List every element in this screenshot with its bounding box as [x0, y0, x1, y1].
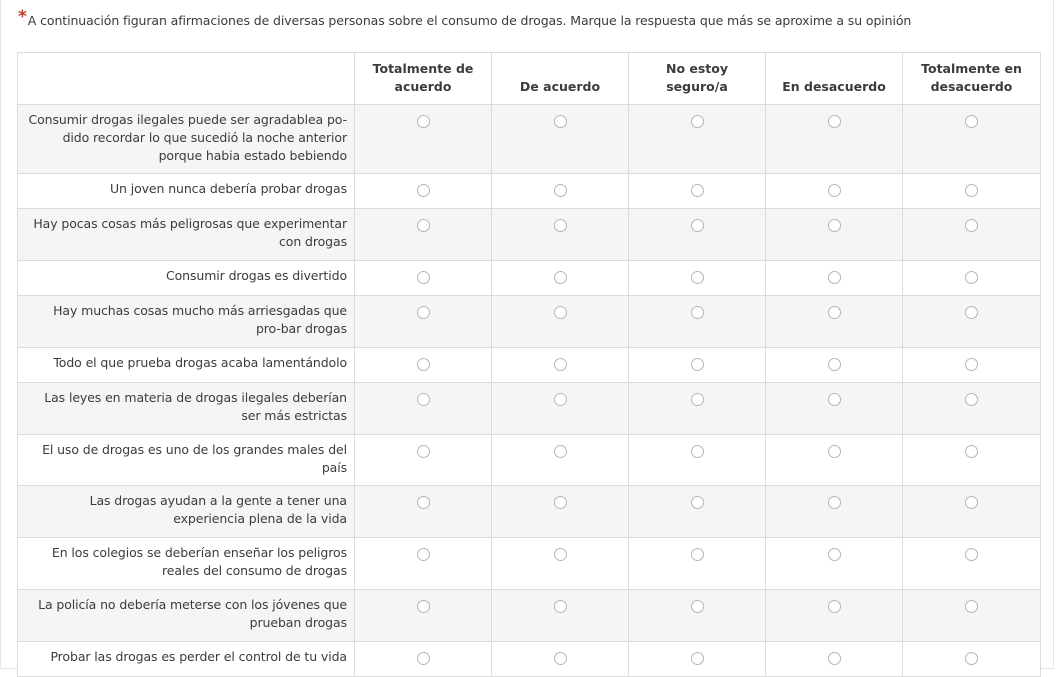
header-en-desacuerdo: En desacuerdo	[766, 53, 903, 105]
radio-button[interactable]	[691, 306, 704, 319]
radio-button[interactable]	[691, 445, 704, 458]
radio-button[interactable]	[828, 496, 841, 509]
radio-button[interactable]	[965, 184, 978, 197]
radio-button[interactable]	[554, 600, 567, 613]
radio-button[interactable]	[417, 393, 430, 406]
radio-button[interactable]	[417, 271, 430, 284]
option-cell	[629, 174, 766, 209]
radio-button[interactable]	[417, 600, 430, 613]
option-cell	[355, 590, 492, 642]
option-cell	[355, 296, 492, 348]
radio-button[interactable]	[417, 496, 430, 509]
radio-button[interactable]	[691, 219, 704, 232]
option-cell	[355, 209, 492, 261]
radio-button[interactable]	[965, 219, 978, 232]
option-cell	[629, 105, 766, 174]
option-cell	[903, 590, 1041, 642]
radio-button[interactable]	[417, 219, 430, 232]
radio-button[interactable]	[691, 271, 704, 284]
table-row	[18, 174, 1041, 209]
header-no-estoy-seguro: No estoy seguro/a	[629, 53, 766, 105]
radio-button[interactable]	[965, 306, 978, 319]
option-cell	[629, 538, 766, 590]
option-cell	[766, 209, 903, 261]
option-cell	[629, 296, 766, 348]
table-row	[18, 209, 1041, 261]
radio-button[interactable]	[965, 548, 978, 561]
option-cell	[629, 486, 766, 538]
option-cell	[903, 105, 1041, 174]
radio-button[interactable]	[554, 496, 567, 509]
option-cell	[629, 435, 766, 486]
radio-button[interactable]	[554, 393, 567, 406]
statement-label: Las drogas ayudan a la gente a tener una experiencia plena de la vida	[18, 486, 355, 538]
statement-label: Hay pocas cosas más peligrosas que experimentar con drogas	[18, 209, 355, 261]
option-cell	[903, 538, 1041, 590]
radio-button[interactable]	[828, 393, 841, 406]
option-cell	[629, 209, 766, 261]
table-row	[18, 538, 1041, 590]
option-cell	[629, 590, 766, 642]
radio-button[interactable]	[417, 445, 430, 458]
option-cell	[355, 435, 492, 486]
option-cell	[903, 383, 1041, 435]
radio-button[interactable]	[828, 358, 841, 371]
option-cell	[766, 435, 903, 486]
option-cell	[492, 435, 629, 486]
statement-label: En los colegios se deberían enseñar los peligros reales del consumo de drogas	[18, 538, 355, 590]
option-cell	[629, 642, 766, 677]
option-cell	[492, 590, 629, 642]
option-cell	[766, 642, 903, 677]
radio-button[interactable]	[417, 358, 430, 371]
radio-button[interactable]	[554, 358, 567, 371]
statement-label: Consumir drogas es divertido	[18, 261, 355, 296]
radio-button[interactable]	[554, 445, 567, 458]
option-cell	[355, 105, 492, 174]
option-cell	[903, 296, 1041, 348]
statement-label: Consumir drogas ilegales puede ser agradablea po-dido recordar lo que sucedió la noche anterior porque habia estado bebiendo	[18, 105, 355, 174]
option-cell	[629, 348, 766, 383]
option-cell	[355, 348, 492, 383]
option-cell	[492, 348, 629, 383]
radio-button[interactable]	[417, 184, 430, 197]
table-row	[18, 105, 1041, 174]
radio-button[interactable]	[554, 652, 567, 665]
radio-button[interactable]	[691, 600, 704, 613]
statement-label: Un joven nunca debería probar drogas	[18, 174, 355, 209]
table-row	[18, 383, 1041, 435]
option-cell	[355, 383, 492, 435]
radio-button[interactable]	[691, 393, 704, 406]
radio-button[interactable]	[417, 115, 430, 128]
option-cell	[355, 174, 492, 209]
option-cell	[355, 538, 492, 590]
option-cell	[492, 486, 629, 538]
header-de-acuerdo: De acuerdo	[492, 53, 629, 105]
radio-button[interactable]	[691, 548, 704, 561]
table-row	[18, 348, 1041, 383]
radio-button[interactable]	[554, 548, 567, 561]
radio-button[interactable]	[691, 496, 704, 509]
radio-button[interactable]	[828, 652, 841, 665]
radio-button[interactable]	[828, 600, 841, 613]
radio-button[interactable]	[828, 445, 841, 458]
table-row	[18, 296, 1041, 348]
option-cell	[492, 383, 629, 435]
radio-button[interactable]	[828, 184, 841, 197]
option-cell	[766, 105, 903, 174]
radio-button[interactable]	[965, 600, 978, 613]
statement-label: Las leyes en materia de drogas ilegales deberían ser más estrictas	[18, 383, 355, 435]
option-cell	[492, 209, 629, 261]
table-row	[18, 590, 1041, 642]
radio-button[interactable]	[828, 219, 841, 232]
statement-label: La policía no debería meterse con los jóvenes que prueban drogas	[18, 590, 355, 642]
radio-button[interactable]	[691, 115, 704, 128]
radio-button[interactable]	[828, 306, 841, 319]
radio-button[interactable]	[965, 115, 978, 128]
table-row	[18, 435, 1041, 486]
option-cell	[766, 590, 903, 642]
radio-button[interactable]	[554, 184, 567, 197]
header-row	[18, 53, 1041, 105]
option-cell	[355, 642, 492, 677]
option-cell	[766, 383, 903, 435]
option-cell	[766, 348, 903, 383]
option-cell	[903, 348, 1041, 383]
option-cell	[492, 538, 629, 590]
likert-grid	[17, 52, 1041, 677]
option-cell	[903, 486, 1041, 538]
option-cell	[766, 538, 903, 590]
required-asterisk: *	[18, 7, 27, 27]
option-cell	[766, 486, 903, 538]
radio-button[interactable]	[828, 271, 841, 284]
option-cell	[492, 261, 629, 296]
radio-button[interactable]	[828, 548, 841, 561]
statement-label: El uso de drogas es uno de los grandes males del país	[18, 435, 355, 486]
question-text	[18, 7, 912, 30]
table-row	[18, 486, 1041, 538]
radio-button[interactable]	[965, 496, 978, 509]
option-cell	[355, 486, 492, 538]
table-row	[18, 642, 1041, 677]
radio-button[interactable]	[691, 358, 704, 371]
option-cell	[903, 261, 1041, 296]
option-cell	[629, 383, 766, 435]
header-empty	[18, 53, 355, 105]
question-label: A continuación figuran afirmaciones de diversas personas sobre el consumo de drogas. Marque la respuesta que más se aproxime a su opinión	[27, 13, 912, 28]
option-cell	[629, 261, 766, 296]
radio-button[interactable]	[554, 306, 567, 319]
statement-label: Hay muchas cosas mucho más arriesgadas que pro-bar drogas	[18, 296, 355, 348]
radio-button[interactable]	[965, 652, 978, 665]
radio-button[interactable]	[965, 358, 978, 371]
radio-button[interactable]	[417, 548, 430, 561]
option-cell	[492, 642, 629, 677]
radio-button[interactable]	[554, 271, 567, 284]
radio-button[interactable]	[691, 652, 704, 665]
option-cell	[492, 296, 629, 348]
radio-button[interactable]	[691, 184, 704, 197]
radio-button[interactable]	[828, 115, 841, 128]
radio-button[interactable]	[965, 393, 978, 406]
option-cell	[492, 174, 629, 209]
option-cell	[766, 174, 903, 209]
statement-label: Probar las drogas es perder el control de tu vida	[18, 642, 355, 677]
radio-button[interactable]	[417, 306, 430, 319]
option-cell	[903, 435, 1041, 486]
option-cell	[492, 105, 629, 174]
radio-button[interactable]	[965, 445, 978, 458]
option-cell	[903, 642, 1041, 677]
radio-button[interactable]	[554, 219, 567, 232]
option-cell	[903, 209, 1041, 261]
option-cell	[766, 296, 903, 348]
statement-label: Todo el que prueba drogas acaba lamentándolo	[18, 348, 355, 383]
radio-button[interactable]	[554, 115, 567, 128]
radio-button[interactable]	[965, 271, 978, 284]
option-cell	[355, 261, 492, 296]
option-cell	[766, 261, 903, 296]
option-cell	[903, 174, 1041, 209]
header-totalmente-en-desacuerdo: Totalmente en desacuerdo	[903, 53, 1041, 105]
table-row	[18, 261, 1041, 296]
header-totalmente-de-acuerdo: Totalmente de acuerdo	[355, 53, 492, 105]
radio-button[interactable]	[417, 652, 430, 665]
